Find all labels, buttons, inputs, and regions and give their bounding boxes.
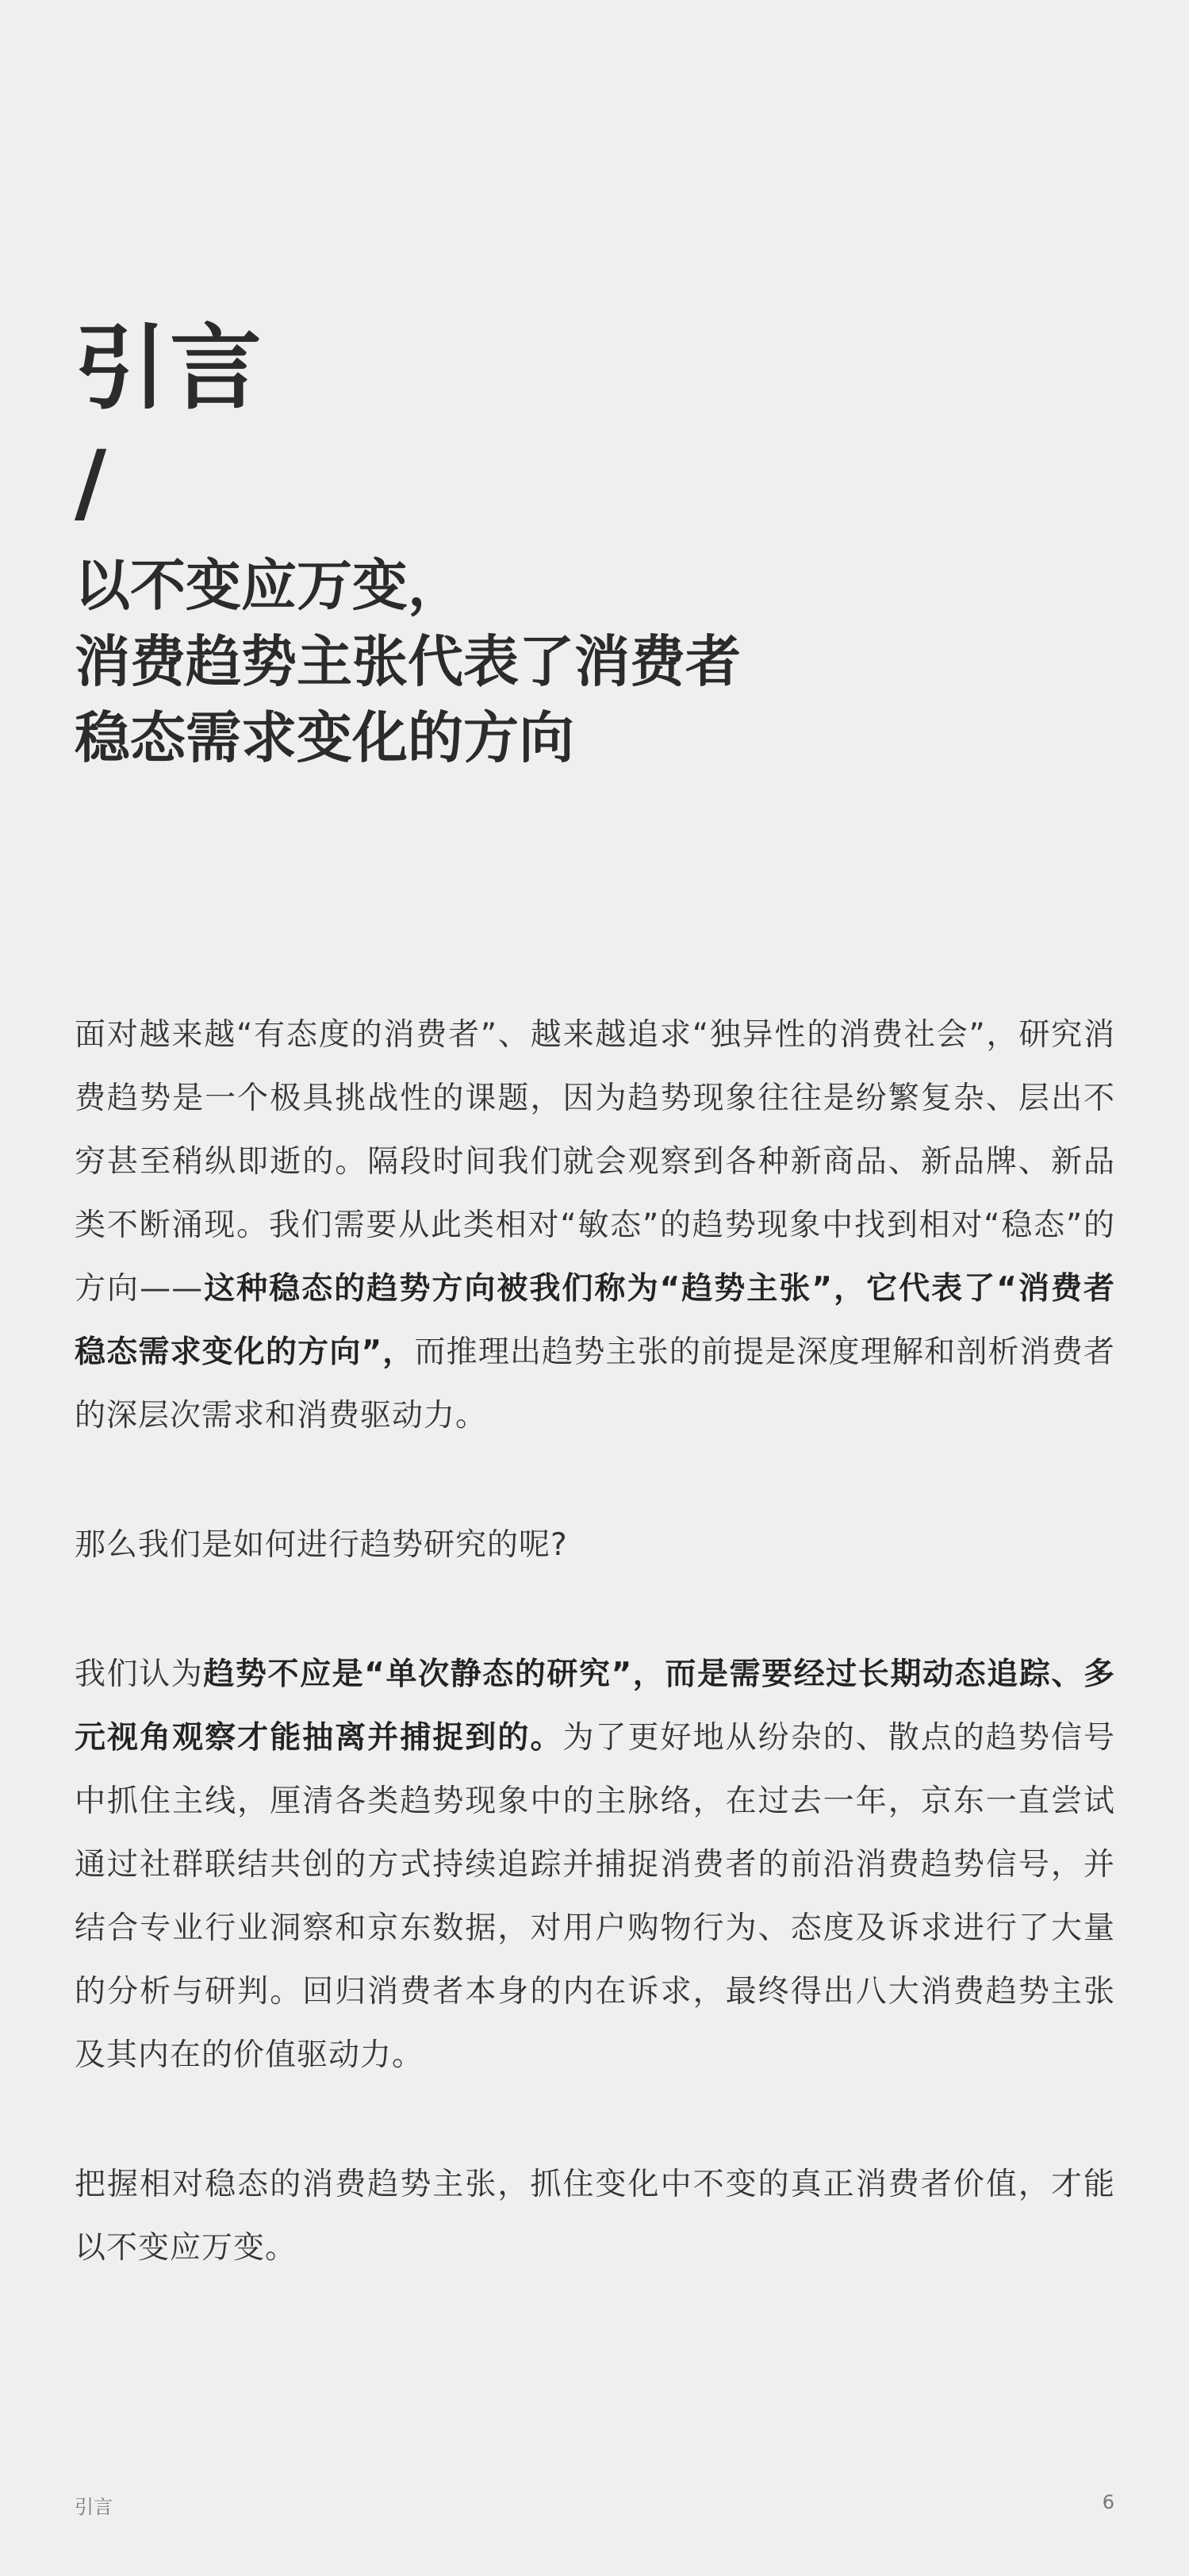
subtitle-line: 以不变应万变， (75, 553, 463, 618)
page-title: 引言 (75, 315, 265, 422)
paragraph-conclusion (75, 2153, 1115, 2280)
subtitle-line: 稳态需求变化的方向 (75, 705, 574, 770)
paragraph-emphasis: 这种稳态的趋势方向被我们称为“趋势主张”，它代表了“消费者稳态需求变化的方向”， (75, 1271, 1115, 1370)
page-subtitle (75, 547, 1106, 776)
paragraph-text: 面对越来越“有态度的消费者”、越来越追求“独异性的消费社会”，研究消费趋势是一个极具挑战性的课题，因为趋势现象往往是纷繁复杂、层出不穷甚至稍纵即逝的。隔段时间我们就会观察到各种新商品、新品牌、新品类不断涌现。我们需要从此类相对“敏态”的趋势现象中找到相对“稳态”的方向—— (75, 1017, 1115, 1307)
subtitle-line: 消费趋势主张代表了消费者 (75, 629, 741, 694)
footer-section-label: 引言 (75, 2496, 113, 2518)
footer-page-number: 6 (1102, 2491, 1114, 2513)
paragraph-text: 我们认为 (75, 1657, 204, 1692)
paragraph-text: 而推理出趋势主张的前提是深度理解和剖析消费者的深层次需求和消费驱动力。 (75, 1334, 1115, 1434)
paragraph-emphasis: 趋势不应是“单次静态的研究”，而是需要经过长期动态追踪、多元视角观察才能抽离并捕捉到的。 (75, 1657, 1115, 1756)
paragraph-text: 把握相对稳态的消费趋势主张，抓住变化中不变的真正消费者价值，才能以不变应万变。 (75, 2167, 1115, 2266)
body-text (75, 1004, 1115, 2346)
title-slash: / (75, 432, 107, 533)
paragraph-text: 那么我们是如何进行趋势研究的呢? (75, 1527, 568, 1563)
paragraph-question (75, 1514, 1115, 1577)
paragraph-text: 为了更好地从纷杂的、散点的趋势信号中抓住主线，厘清各类趋势现象中的主脉络，在过去一年，京东一直尝试通过社群联结共创的方式持续追踪并捕捉消费者的前沿消费趋势信号，并结合专业行业洞察和京东数据，对用户购物行为、态度及诉求进行了大量的分析与研判。回归消费者本身的内在诉求，最终得出八大消费趋势主张及其内在的价值驱动力。 (75, 1720, 1115, 2073)
paragraph-intro (75, 1004, 1115, 1448)
paragraph-method (75, 1643, 1115, 2087)
